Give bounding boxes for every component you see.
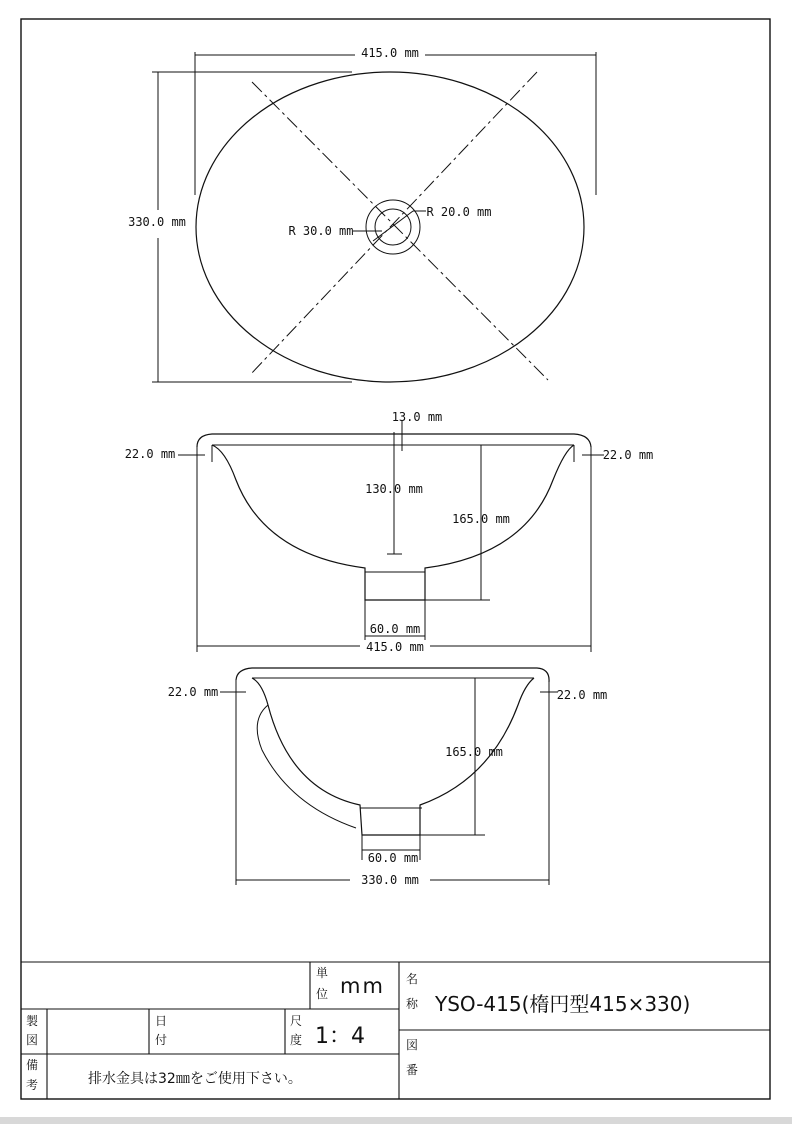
bowl-profile-front xyxy=(212,445,574,600)
dim-top-width: 415.0 mm xyxy=(361,46,419,60)
dim-rim-left: 22.0 mm xyxy=(124,447,176,461)
drawn-label-line1: 製 xyxy=(26,1014,39,1028)
drawing-number-label xyxy=(406,1038,418,1078)
dim-inner-depth: 130.0 mm xyxy=(365,482,423,496)
dim-radius-outer: R 30.0 mm xyxy=(288,224,354,238)
dim-side-depth: 165.0 mm xyxy=(445,745,503,759)
dim-radius-inner: R 20.0 mm xyxy=(426,205,492,219)
drawn-label-line2: 図 xyxy=(26,1033,39,1047)
dim-side-rim-left: 22.0 mm xyxy=(167,685,219,699)
dim-side-width: 330.0 mm xyxy=(361,873,419,887)
dim-side-drain-width: 60.0 mm xyxy=(367,851,419,865)
remarks-label-line1: 備 xyxy=(26,1058,39,1072)
name-label xyxy=(406,972,418,1012)
unit-label xyxy=(316,966,328,1002)
dim-front-width: 415.0 mm xyxy=(366,640,424,654)
scale-label-line1: 尺 xyxy=(290,1014,303,1028)
drawing-no-label-line2: 番 xyxy=(406,1063,419,1077)
unit-label-line2: 位 xyxy=(316,987,329,1001)
dim-top-height: 330.0 mm xyxy=(128,215,186,229)
rim-top-side xyxy=(236,668,549,682)
name-label-line1: 名 xyxy=(406,972,419,986)
drawn-by-label xyxy=(26,1014,38,1048)
dim-drain-width: 60.0 mm xyxy=(369,622,421,636)
remarks-label xyxy=(26,1058,38,1093)
dim-total-depth: 165.0 mm xyxy=(452,512,510,526)
drain-inner-circle xyxy=(375,209,411,245)
date-label-line1: 日 xyxy=(155,1014,168,1028)
dim-side-rim-right: 22.0 mm xyxy=(556,688,608,702)
remarks-text: 排水金具は32㎜をご使用下さい。 xyxy=(88,1071,302,1087)
date-label xyxy=(155,1014,167,1048)
unit-label-line1: 単 xyxy=(316,966,329,980)
name-label-line2: 称 xyxy=(406,997,419,1011)
scale-value: 1：4 xyxy=(315,1024,365,1049)
product-name: YSO-415(楕円型415×330) xyxy=(435,992,691,1016)
unit-value: mm xyxy=(340,974,385,998)
drawing-border xyxy=(21,19,770,1099)
drain-outer-circle xyxy=(366,200,420,254)
overflow-channel-side xyxy=(257,705,356,828)
scale-label xyxy=(290,1014,302,1048)
date-label-line2: 付 xyxy=(155,1033,168,1047)
dim-rim-thickness: 13.0 mm xyxy=(391,410,443,424)
remarks-label-line2: 考 xyxy=(26,1078,39,1092)
top-view xyxy=(128,46,596,382)
page-bottom-edge xyxy=(0,1117,792,1124)
side-view xyxy=(168,668,608,887)
scale-label-line2: 度 xyxy=(290,1033,303,1047)
dim-rim-right: 22.0 mm xyxy=(602,448,654,462)
drawing-no-label-line1: 図 xyxy=(406,1038,419,1052)
front-view xyxy=(125,410,654,654)
